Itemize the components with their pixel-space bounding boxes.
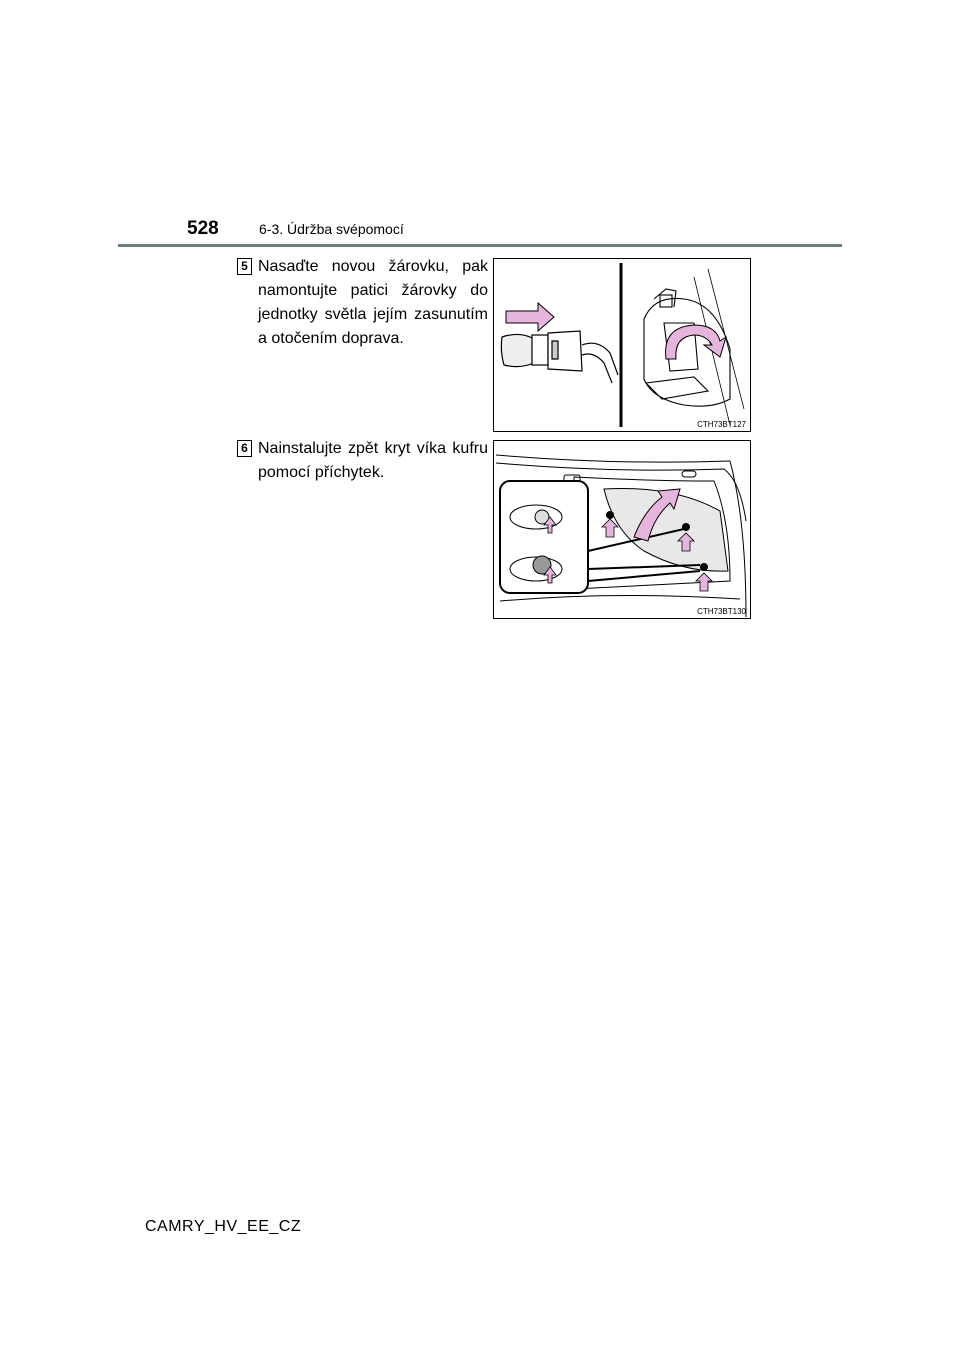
step-text-6: Nainstalujte zpět kryt víka kufru pomocí příchytek. xyxy=(258,440,488,481)
section-title: 6-3. Údržba svépomocí xyxy=(259,221,404,237)
step-number-6: 6 xyxy=(237,440,252,457)
header-rule xyxy=(118,244,842,247)
footer-model: CAMRY_HV_EE_CZ xyxy=(145,1218,302,1235)
push-arrow xyxy=(506,303,554,331)
figure-code: CTH73BT130 xyxy=(697,607,746,616)
trunk-cover-illustration xyxy=(494,441,750,618)
bulb-install-illustration xyxy=(494,259,750,431)
figure-code: CTH73BT127 xyxy=(697,420,746,429)
step-number-5: 5 xyxy=(237,258,252,275)
figure-bulb-install xyxy=(493,258,751,432)
page-number: 528 xyxy=(187,218,219,239)
figure-trunk-cover xyxy=(493,440,751,619)
light-housing-drawing xyxy=(644,269,744,425)
step-text-5: Nasaďte novou žárovku, pak namontujte patici žárovky do jednotky světla jejím zasunutím a otočením doprava. xyxy=(258,258,488,347)
bulb-socket-drawing xyxy=(501,331,618,383)
